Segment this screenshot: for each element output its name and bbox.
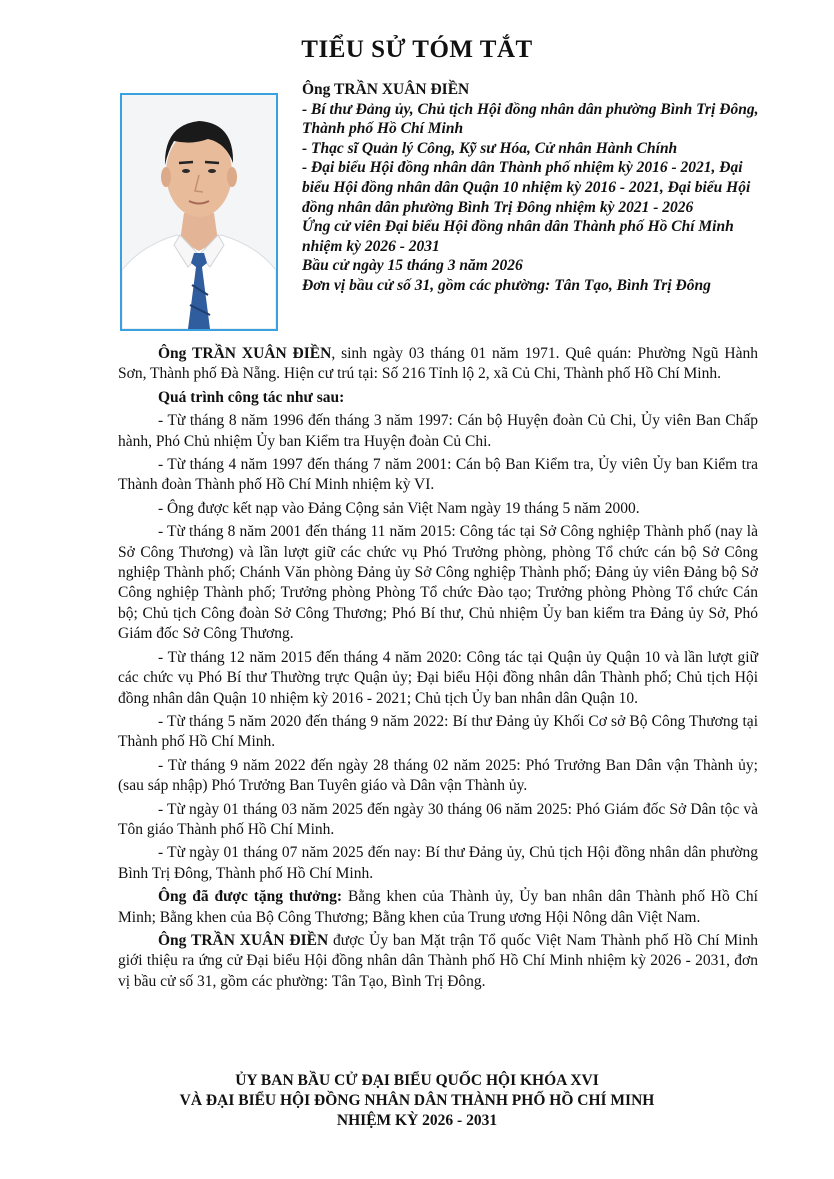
biography-body bbox=[118, 344, 758, 995]
career-item: - Từ tháng 5 năm 2020 đến tháng 9 năm 2022: Bí thư Đảng ủy Khối Cơ sở Bộ Công Thương tại Thành phố Hồ Chí Minh. bbox=[118, 712, 758, 751]
intro-name: Ông TRẦN XUÂN ĐIỀN bbox=[158, 345, 332, 362]
issuer-line: NHIỆM KỲ 2026 - 2031 bbox=[336, 1112, 498, 1129]
nomination-paragraph bbox=[118, 931, 758, 992]
issuer-line: ỦY BAN BẦU CỬ ĐẠI BIỂU QUỐC HỘI KHÓA XVI bbox=[235, 1072, 599, 1089]
career-item: - Từ tháng 12 năm 2015 đến tháng 4 năm 2020: Công tác tại Quận ủy Quận 10 và lần lượt giữ các chức vụ Phó Bí thư Thường trực Quận ủy; Đại biểu Hội đồng nhân dân Thành phố; Chủ tịch Hội đồng nhân dân Quận 10 nhiệm kỳ 2016 - 2021; Chủ tịch Ủy ban nhân dân Quận 10. bbox=[118, 648, 758, 707]
issuer-block bbox=[0, 1071, 834, 1131]
portrait-illustration bbox=[122, 95, 276, 329]
header-line-election-date: Bầu cử ngày 15 tháng 3 năm 2026 bbox=[302, 257, 523, 275]
intro-text: , sinh ngày 03 tháng 01 năm 1971. Quê quán: Phường Ngũ Hành Sơn, Thành phố Đà Nẵng. Hiện cư trú tại: Số 216 Tỉnh lộ 2, xã Củ Chi, Thành phố Hồ Chí Minh. bbox=[118, 345, 758, 383]
career-item: - Ông được kết nạp vào Đảng Cộng sản Việt Nam ngày 19 tháng 5 năm 2000. bbox=[158, 499, 640, 517]
career-item: - Từ ngày 01 tháng 07 năm 2025 đến nay: Bí thư Đảng ủy, Chủ tịch Hội đồng nhân dân phường Bình Trị Đông, Thành phố Hồ Chí Minh. bbox=[118, 844, 758, 882]
career-item: - Từ tháng 4 năm 1997 đến tháng 7 năm 2001: Cán bộ Ban Kiểm tra, Ủy viên Ủy ban Kiểm tra Thành đoàn Thành phố Hồ Chí Minh nhiệm kỳ VI. bbox=[118, 456, 758, 494]
header-line-constituency: Đơn vị bầu cử số 31, gồm các phường: Tân Tạo, Bình Trị Đông bbox=[302, 276, 711, 294]
page-title: TIỂU SỬ TÓM TẮT bbox=[301, 36, 533, 63]
header-line-education: - Thạc sĩ Quản lý Công, Kỹ sư Hóa, Cử nhân Hành Chính bbox=[302, 139, 678, 157]
career-item: - Từ ngày 01 tháng 03 năm 2025 đến ngày 30 tháng 06 năm 2025: Phó Giám đốc Sở Dân tộc và Tôn giáo Thành phố Hồ Chí Minh. bbox=[118, 800, 758, 838]
awards-paragraph bbox=[118, 887, 758, 928]
intro-paragraph bbox=[118, 344, 758, 385]
career-item: - Từ tháng 8 năm 2001 đến tháng 11 năm 2015: Công tác tại Sở Công nghiệp Thành phố (nay là Sở Công Thương) và lần lượt giữ các chức vụ Phó Trưởng phòng, phòng Tổ chức cán bộ Sở Công nghiệp Thành phố; Chánh Văn phòng Đảng ủy Sở Công nghiệp Thành phố; Đảng ủy viên Đảng bộ Sở Công nghiệp Thành phố; Trưởng phòng Phòng Tổ chức Đào tạo; Trưởng phòng Phòng Tổ chức Cán bộ; Chủ tịch Công đoàn Sở Công Thương; Phó Bí thư, Chủ nhiệm Ủy ban kiểm tra Đảng ủy Sở, Phó Giám đốc Sở Công Thương. bbox=[118, 523, 758, 643]
candidate-name: Ông TRẦN XUÂN ĐIỀN bbox=[302, 81, 470, 98]
awards-text: Bằng khen của Thành ủy, Ủy ban nhân dân Thành phố Hồ Chí Minh; Bằng khen của Bộ Công Thương; Bằng khen của Trung ương Hội Nông dân Việt Nam. bbox=[118, 888, 758, 926]
portrait-photo bbox=[120, 93, 278, 331]
header-line-position: - Bí thư Đảng ủy, Chủ tịch Hội đồng nhân dân phường Bình Trị Đông, Thành phố Hồ Chí Minh bbox=[302, 100, 759, 138]
nomination-name: Ông TRẦN XUÂN ĐIỀN bbox=[158, 931, 329, 949]
career-item: - Từ tháng 9 năm 2022 đến ngày 28 tháng 02 năm 2025: Phó Trưởng Ban Dân vận Thành ủy; (sau sáp nhập) Phó Trưởng Ban Tuyên giáo và Dân vận Thành ủy. bbox=[118, 756, 758, 795]
issuer-line: VÀ ĐẠI BIỂU HỘI ĐỒNG NHÂN DÂN THÀNH PHỐ HỒ CHÍ MINH bbox=[179, 1092, 655, 1109]
career-heading: Quá trình công tác như sau: bbox=[158, 388, 345, 406]
career-item: - Từ tháng 8 năm 1996 đến tháng 3 năm 1997: Cán bộ Huyện đoàn Củ Chi, Ủy viên Ban Chấp hành, Phó Chủ nhiệm Ủy ban Kiểm tra Huyện đoàn Củ Chi. bbox=[118, 412, 758, 450]
awards-label: Ông đã được tặng thưởng: bbox=[158, 888, 343, 906]
candidate-header bbox=[302, 80, 762, 296]
header-line-delegate: - Đại biểu Hội đồng nhân dân Thành phố nhiệm kỳ 2016 - 2021, Đại biểu Hội đồng nhân dân Quận 10 nhiệm kỳ 2016 - 2021, Đại biểu Hội đồng nhân dân phường Bình Trị Đông nhiệm kỳ 2021 - 2026 bbox=[302, 159, 751, 216]
nomination-text: được Ủy ban Mặt trận Tổ quốc Việt Nam Thành phố Hồ Chí Minh giới thiệu ra ứng cử Đại biểu Hội đồng nhân dân Thành phố Hồ Chí Minh nhiệm kỳ 2026 - 2031, đơn vị bầu cử số 31, gồm các phường: Tân Tạo, Bình Trị Đông. bbox=[118, 931, 758, 990]
header-line-candidacy: Ứng cử viên Đại biểu Hội đồng nhân dân Thành phố Hồ Chí Minh nhiệm kỳ 2026 - 2031 bbox=[302, 218, 734, 255]
